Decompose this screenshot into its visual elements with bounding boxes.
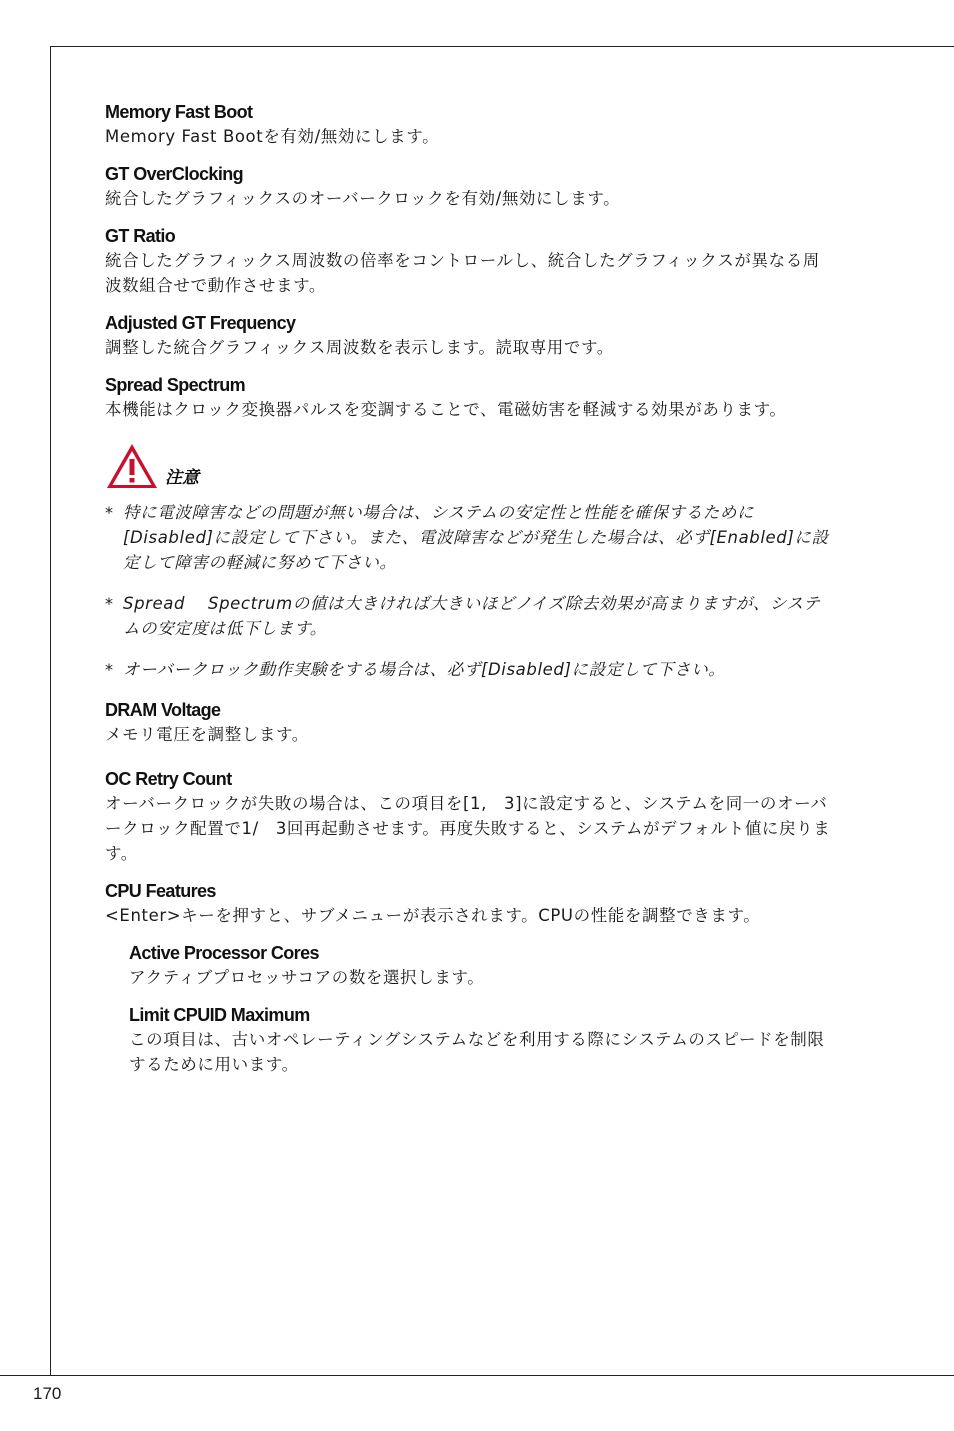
notice-title: 注意 [165, 468, 199, 488]
section-heading: OC Retry Count [105, 769, 232, 789]
section-body: アクティブプロセッサコアの数を選択します。 [129, 968, 485, 987]
warning-triangle-icon [105, 442, 159, 490]
section-limit-cpuid-maximum [129, 1003, 831, 1077]
section-heading: GT OverClocking [105, 164, 244, 184]
bullet-asterisk: * [105, 660, 113, 679]
page-number: 170 [33, 1384, 62, 1403]
section-heading: Memory Fast Boot [105, 102, 253, 122]
section-body: メモリ電圧を調整します。 [105, 725, 309, 744]
bullet-asterisk: * [105, 594, 113, 613]
notice-item [105, 657, 831, 682]
section-body: 統合したグラフィックス周波数の倍率をコントロールし、統合したグラフィックスが異なる周波数組合せで動作させます。 [105, 251, 820, 295]
notice-item [105, 591, 831, 641]
section-heading: Limit CPUID Maximum [129, 1005, 310, 1025]
notice-item-text: オーバークロック動作実験をする場合は、必ず[Disabled]に設定して下さい。 [123, 660, 726, 679]
bullet-asterisk: * [105, 503, 113, 522]
section-body: 調整した統合グラフィックス周波数を表示します。読取専用です。 [105, 338, 614, 357]
section-body: オーバークロックが失敗の場合は、この項目を[1, 3]に設定すると、システムを同一のオーバークロック配置で1/ 3回再起動させます。再度失敗すると、システムがデフォルト値に戻ります。 [105, 794, 831, 863]
section-body: 本機能はクロック変換器パルスを変調することで、電磁妨害を軽減する効果があります。 [105, 400, 787, 419]
section-heading: Active Processor Cores [129, 943, 319, 963]
section-gt-ratio [105, 224, 831, 298]
section-heading: DRAM Voltage [105, 700, 221, 720]
section-heading: Adjusted GT Frequency [105, 313, 296, 333]
section-memory-fast-boot [105, 100, 831, 149]
section-cpu-features [105, 879, 831, 928]
section-body: 統合したグラフィックスのオーバークロックを有効/無効にします。 [105, 189, 621, 208]
section-heading: Spread Spectrum [105, 375, 246, 395]
page-frame-left-line [50, 46, 51, 1376]
section-adjusted-gt-frequency [105, 311, 831, 360]
notice-item-text: Spread Spectrumの値は大きければ大きいほどノイズ除去効果が高まりますが、システムの安定度は低下します。 [123, 594, 821, 638]
page-frame-top-line [50, 46, 954, 47]
notice-block [105, 442, 831, 682]
notice-item-text: 特に電波障害などの問題が無い場合は、システムの安定性と性能を確保するために[Disabled]に設定して下さい。また、電波障害などが発生した場合は、必ず[Enabled]に設定して障害の軽減に努めて下さい。 [123, 503, 829, 572]
section-body: この項目は、古いオペレーティングシステムなどを利用する際にシステムのスピードを制限するために用います。 [129, 1030, 825, 1074]
section-dram-voltage [105, 698, 831, 747]
section-heading: CPU Features [105, 881, 216, 901]
section-heading: GT Ratio [105, 226, 176, 246]
page-content [105, 100, 831, 1090]
section-body: Memory Fast Bootを有効/無効にします。 [105, 127, 440, 146]
section-oc-retry-count [105, 767, 831, 866]
notice-item [105, 500, 831, 575]
section-body: <Enter>キーを押すと、サブメニューが表示されます。CPUの性能を調整できます。 [105, 906, 761, 925]
section-active-processor-cores [129, 941, 831, 990]
section-gt-overclocking [105, 162, 831, 211]
page-frame-bottom-line [0, 1375, 954, 1376]
section-spread-spectrum [105, 373, 831, 422]
notice-header [105, 442, 831, 490]
